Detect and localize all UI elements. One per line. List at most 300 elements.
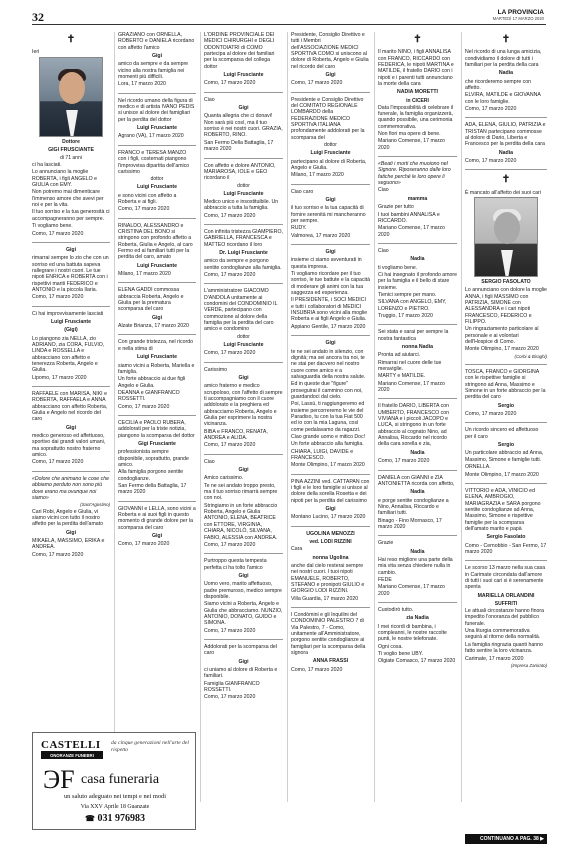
notice-divider	[291, 92, 370, 93]
notice	[291, 479, 370, 521]
notice-text: Non potremo mai dimenticare l'immenso amore che avevi per noi e per la vita.	[32, 189, 104, 209]
notice-name: Gigi	[325, 340, 336, 347]
notice-text: RINALDO, ALESSANDRO e CRISTINA DEL BONO si stringono con profondo affetto a Roberta, Giulia e Angelo, al caro Fermo ed ai familiari tutti per la perdita del caro, amato	[118, 222, 193, 261]
notice-text: ci ha lasciati.	[32, 162, 62, 169]
notice-divider	[378, 535, 457, 536]
page-header	[0, 0, 580, 24]
notice-place-date: Lora, 17 marzo 2020	[118, 81, 166, 88]
notice-text: Cari Robi, Angelo e Giulia, vi siamo vicini con tutto il nostro affetto per la perdita dell'amato	[32, 508, 103, 528]
notice-quote: «Dolore che animano le cose che abbiamo perduto non sono più dove erano ma ovunque noi siamo»	[32, 475, 109, 501]
notice-name: (Gigi)	[64, 327, 78, 334]
notice-place-date: Villa Guardia, 17 marzo 2020	[291, 595, 359, 602]
notice-name: Sergio	[497, 402, 515, 409]
notice-divider	[378, 324, 457, 325]
notice-name: Luigi Frusciante	[223, 341, 264, 348]
portrait-photo	[474, 197, 538, 277]
notice-text: Ciao grande uomo e mitico Doc!	[291, 433, 366, 440]
notice-divider	[378, 243, 457, 244]
notice-text: Nel ricordo umano della figura di medico e di artista IVANO PEDIS si unisce al dolore dei famigliari per la perdita del dottor	[118, 97, 195, 123]
notice-text: Un ringraziamento particolare al personale e ai volontari dell'Hospice di Como.	[465, 326, 539, 345]
notice-text: Ciao	[204, 458, 215, 465]
notice	[118, 32, 196, 88]
notice-text: Lo piangono zia NELLA, zio ADRIANO, zia CORA, FULVIO, LINDA e ROSSELLA e abbracciano con affetto e tenerezza Roberta, Angelo e Giulia.	[32, 335, 105, 374]
notice	[118, 506, 196, 548]
notice-divider	[118, 334, 196, 335]
notice	[32, 391, 110, 466]
notice-text: Carissimo	[204, 366, 228, 373]
notice-divider	[378, 602, 457, 603]
notice-subname: in CICERI	[406, 97, 429, 104]
notice	[118, 150, 196, 213]
notice-name: Luigi Frusciante	[136, 184, 178, 191]
notice-place-date: Monte Olimpino, 17 marzo 2020	[291, 462, 365, 469]
notice-divider	[204, 224, 283, 225]
notice	[465, 427, 547, 477]
notice	[118, 98, 196, 140]
notice-place-date: Monte Olimpino, 17 marzo 2020	[465, 346, 539, 353]
notice-name: Gigi	[65, 529, 77, 536]
notice-name: Luigi Frusciante	[136, 262, 178, 269]
ad-tagline: da cinque generazioni nell'arte del rispetto	[111, 740, 189, 753]
notice-name: Gigi	[238, 374, 249, 381]
notice-divider	[378, 398, 457, 399]
notice-text: rimarrai sempre lo zio che con un sorriso ed una battuta sapeva rallegrare i nostri cuori. Le tue nipoti ENRICA e ROBERTA con i rispettivi mariti FEDERICO e ANTONIO e la piccola Ilaria.	[32, 255, 109, 293]
notice	[291, 249, 370, 330]
cross-icon: ✝	[66, 34, 76, 45]
notice	[465, 34, 547, 112]
notice-place-date: Mariano Comense, 17 marzo 2020	[378, 584, 445, 597]
notice	[32, 247, 110, 301]
notice-nadia-moretti	[378, 34, 457, 151]
notice-place-date: Montano Lucino, 17 marzo 2020	[291, 514, 366, 521]
notice-divider	[118, 93, 196, 94]
notice-text: Tienici sempre per mano.	[378, 291, 437, 298]
ad-brand: CASTELLI	[41, 739, 101, 751]
notice	[204, 367, 283, 449]
photo-caption: Dottore	[62, 138, 80, 145]
notice-text: Addolorati per la scomparsa del caro	[204, 643, 277, 657]
notice-text: Ciao	[378, 187, 389, 194]
notice-place-date: San Fermo della Battaglia, 17 marzo 2020	[118, 483, 187, 496]
notice-place-date: Como, 17 marzo 2020	[32, 459, 84, 466]
notice-text: Non fiori ma opere di bene.	[378, 131, 441, 138]
notice-signature: MIKAELA, MASSIMO, ERIKA e ANDREA.	[32, 537, 105, 551]
notice-name: Gigi	[238, 105, 249, 112]
column-6	[465, 32, 547, 830]
notice-text: RAFFAELE con MARISA, NIKI e ROBERTA, RAFFAELA e ANNA abbracciano con affetto Roberta, Giulia e Angelo nel ricordo del caro	[32, 391, 108, 423]
notice-text: DANIELA con GIANNI e ZIA ANTONIETTA ricorda con affetto,	[378, 474, 455, 487]
notice-name: Gigi	[325, 72, 336, 79]
notice-text: Presidente, Consiglio Direttivo e tutti i Membri dell'ASSOCIAZIONE MEDICI SPORTIVA COMO si uniscono al dolore di Roberta, Angelo e Giulia nel ricordo del caro	[291, 32, 369, 70]
notice-sergio-fasolato	[465, 174, 547, 359]
notice-text: Lo annunciano con dolore la moglie ANNA, i figli MASSIMO con PATRIZIA, SIMONE con ALESSANDRA e i cari nipoti FRANCESCO, FEDERICO e FILIPPO.	[465, 287, 547, 325]
column-2	[118, 32, 196, 724]
notice-name: Sergio	[497, 442, 515, 449]
notice-text: amico fraterno e medico scrupoloso, con l'affetto di sempre ti accompagniamo con il cuore addolorato e la preghiera ed abbracciamo Roberta, Angelo e Giulia per esprimere la nostra vicinanza.	[204, 383, 283, 428]
notice-place-date: Como, 17 marzo 2020	[204, 442, 256, 449]
notice-place-date: Como, 17 marzo 2020	[465, 158, 517, 164]
notice-text: amico da sempre e da sempre vicino alla nostra famiglia nei momenti più difficili.	[118, 61, 189, 81]
notice-divider	[465, 364, 547, 365]
notice-place-date: Alzate Brianza, 17 marzo 2020	[118, 323, 189, 330]
notice-text: Ogni cosa.	[378, 643, 403, 650]
notice-intro: Ieri	[32, 49, 40, 56]
notice-name: Gigi	[65, 424, 77, 431]
notice	[378, 540, 457, 597]
notice	[204, 163, 283, 220]
notice-text: Stringiamo in un forte abbraccio Roberta, Angelo e Giulia ANTONIO, ELENA, BEATRICE con ETTORE, VIRGINIA, CHIARA, NICOLÒ, SILVANA, FABIO, ALESSIA con ANDREA.	[204, 502, 278, 541]
notice-text: il tuo sorriso e la tua capacità di fornire serenità mi mancheranno per sempre.	[291, 205, 366, 224]
deceased-name: GIGI FRUSCIANTE	[48, 146, 94, 153]
notice-divider	[204, 283, 283, 284]
notice-signature: CHIARA, LUIGI, DAVIDE e FRANCESCO.	[291, 448, 354, 461]
notice-text: GIOVANNI e LELLA, sono vicini a Roberta e ai suoi figli in questo momento di grande dolore per la scomparsa del caro	[118, 505, 196, 531]
notice-text: L'ORDINE PROVINCIALE DEI MEDICI CHIRURGHI e DEGLI ODONTOIATRI di COMO partecipa al dolore dei familiari per la scomparsa del collega dottor	[204, 32, 275, 70]
notice-place-date: Olgiate Comasco, 17 marzo 2020	[378, 658, 456, 665]
ad-motto: un saluto adeguato nei tempi e nei modi	[63, 793, 167, 800]
notice-text: CECILIA e PAOLO RUBERA, addolorati per la triste notizia, piangono la scomparsa del dottor	[118, 419, 195, 439]
notice-text: Presidente e Consiglio Direttivo del COMITATO REGIONALE LOMBARDO della FEDERAZIONE MEDICO SPORTIVA ITALIANA profondamente addolorati per la scomparsa del	[291, 96, 365, 141]
notice-divider	[32, 242, 110, 243]
notice	[291, 340, 370, 469]
notice-name: Nadia	[410, 489, 425, 496]
notice	[291, 531, 370, 602]
funeral-home-advertisement	[32, 732, 196, 830]
deceased-name: NADIA MORETTI	[396, 89, 439, 96]
notice-text: e porge sentite condoglianze a Nino, Annalisa, Riccardo e familiari tutti.	[378, 497, 449, 517]
deceased-name: MARIELLA ORLANDINI	[477, 592, 535, 599]
notice-title: dottor	[324, 142, 337, 149]
notice-name: zia Nadia	[406, 615, 429, 622]
notice-text: Una liturgia commemorativa seguirà al ritorno della normalità.	[465, 628, 541, 641]
notice-signature: FEDE	[378, 576, 392, 583]
notice-text: Le attuali circostanze hanno finora impedito l'onoranza del pubblico funerale.	[465, 608, 545, 627]
notice	[291, 97, 370, 179]
notice-signature: Famiglia GIANFRANCO ROSSETTI.	[204, 680, 260, 694]
notice	[291, 612, 370, 673]
notice-text: che ricorderemo sempre con affetto.	[465, 78, 532, 91]
notice-divider	[118, 218, 196, 219]
notice-text: Un ricordo sincero ed affettuoso per il caro	[465, 427, 539, 440]
notice-text: È mancato all'affetto dei suoi cari	[465, 189, 541, 196]
notice-text: Ciao caro	[291, 188, 314, 195]
notice-text: anche dal cielo resterai sempre nei nostri cuori. I tuoi nipoti EMANUELE, ROBERTO, STEFANO e pronipoti GIULIO e GIORGIO LODI RIZZINI.	[291, 562, 365, 595]
notice-text: Te ne sei andato troppo presto, ma il tuo sorriso rimarrà sempre con noi.	[204, 482, 278, 502]
notice-text: Rimarrai nel cuore delle tue meraviglie.	[378, 359, 442, 373]
notice-name: Nadia	[410, 548, 425, 555]
notice-text: Data l'impossibilità di celebrare il funerale, la famiglia organizzerà, quando possibile, una cerimonia commemorativa.	[378, 104, 454, 130]
column-divider	[374, 32, 375, 802]
notice-name: UGOLINA MENOZZI	[306, 530, 355, 537]
notice-name: nonna Ugolina	[312, 554, 349, 561]
notice-text: GRAZIANO con ORNELLA, ROBERTO e DANIELA ricordano con affetto l'amico	[118, 32, 195, 51]
notice-place-date: Appiano Gentile, 17 marzo 2020	[291, 323, 366, 330]
notice-place-date: Mariano Comense, 17 marzo 2020	[378, 225, 445, 238]
notice-text: ELVIRA, MATILDE e GIOVANNA con le loro famiglie.	[465, 92, 541, 105]
notice-name: Gigi	[325, 249, 336, 256]
notice	[204, 97, 283, 153]
notice-name: ANNA FRASSI	[312, 658, 349, 665]
notice-text: Amico carissimo.	[204, 475, 244, 482]
notice-place-date: Como, 17 marzo 2020	[118, 403, 170, 410]
notice-divider	[291, 184, 370, 185]
publication-date: MARTEDÌ 17 MARZO 2020	[492, 16, 544, 21]
notice-signature: RUDY.	[291, 225, 307, 232]
notice-divider	[32, 386, 110, 387]
notice-divider	[465, 560, 547, 561]
funeral-agency-credit: (Impresa Zanirato)	[510, 662, 547, 668]
notice-place-date: Mariano Comense, 17 marzo 2020	[378, 138, 445, 151]
notice-text: Con grande tristezza, nel ricordo e nella stima di	[118, 339, 193, 352]
notice-divider	[204, 362, 283, 363]
column-divider	[200, 32, 201, 802]
notice-text: Medico unico e insostituibile. Un abbraccio a tutta la famiglia.	[204, 198, 279, 212]
column-divider	[114, 32, 115, 802]
notice-text: Ci hai insegnato il profondo amore per la famiglia e il bello di stare insieme.	[378, 271, 457, 291]
column-divider	[287, 32, 288, 802]
notice-place-date: Milano, 17 marzo 2020	[291, 172, 344, 179]
deceased-age: di 71 anni	[60, 154, 82, 161]
notice-place-date: Como, 17 marzo 2020	[291, 666, 343, 673]
notice-name: Nadia	[410, 256, 425, 263]
portrait-photo	[39, 57, 103, 137]
notice-text: Ti voglio bene UBY.	[378, 651, 423, 658]
notice	[32, 476, 110, 558]
notice	[378, 403, 457, 464]
notice-name: Nadia	[498, 70, 514, 77]
notice-subname: SUFFRITI	[494, 601, 518, 607]
notice-place-date: Como, 17 marzo 2020	[291, 80, 343, 87]
notice-divider	[291, 526, 370, 527]
notice-text: Il marito NINO, i figli ANNALISA con FRANCO, RICCARDO con FEDERICA, le nipoti MARTINA e MATILDE, il fratello DARIO con i nipoti e i parenti tutti annunciano la morte della cara	[378, 49, 454, 87]
notice-name: Gigi Frusciante	[138, 440, 176, 447]
notice-text: Nel ricordo di una lunga amicizia, condividiamo il dolore di tutti i familiari per la perdita della cara	[465, 49, 542, 68]
notice-text: Un particolare abbraccio ad Anna, Massimo, Simone e famiglie tutti.	[465, 450, 544, 463]
notice-text: Lo annunciano la moglie ROBERTA, i figli ANGELO e GIULIA con EMY.	[32, 169, 97, 189]
notice-name: Gigi	[238, 467, 249, 474]
notice-text: La famiglia ringrazia quanti hanno fatto sentire la loro vicinanza.	[465, 641, 543, 655]
notice-text: Grazie per tutto	[378, 204, 414, 211]
notice-name: Gigi	[151, 314, 163, 321]
notice-divider	[291, 474, 370, 475]
notice	[118, 339, 196, 409]
notice-text: Con affetto e dolore ANTONIO, MARIAROSA, IOLE e GEO ricordano il	[204, 162, 276, 182]
notice-name: Dr. Luigi Frusciante	[219, 250, 268, 257]
notice-place-date: San Fermo Della Battaglia, 17 marzo 2020	[204, 139, 274, 153]
notice-divider	[291, 607, 370, 608]
notice-divider	[204, 639, 283, 640]
notice-name: Luigi Frusciante	[136, 354, 178, 361]
notice-text: amico da sempre e porgono sentite condoglianze alla famiglia.	[204, 258, 282, 271]
notice-place-date: Agrano (VA), 17 marzo 2020	[118, 133, 184, 140]
cross-icon: ✝	[501, 174, 511, 186]
notice-name: Sergio Fasolato	[486, 534, 526, 541]
notice-gigi-frusciante	[32, 34, 110, 237]
notice-text: Con infinita tristezza GIAMPIERO, GABRIELLA, FRANCESCA e MATTEO ricordano il loro	[204, 229, 283, 248]
notice-name: Gigi	[151, 53, 163, 60]
ad-casa-funeraria: casa funeraria	[81, 772, 160, 787]
notice-divider	[465, 117, 547, 118]
notice	[378, 248, 457, 319]
notice	[291, 189, 370, 239]
notice-place-date: Como, 17 marzo 2020	[204, 627, 256, 634]
notice-text: Le scorso 13 marzo nella sua casa in Carimate circondata dall'amore di tutti i suoi cari si è serenamente spenta	[465, 565, 546, 591]
notice	[465, 369, 547, 417]
notice-place-date: Como, 17 marzo 2020	[204, 350, 256, 357]
notice-text: Sei stata e sarai per sempre la nostra fantastica	[378, 329, 449, 342]
notice-place-date: Como, 17 marzo 2020	[32, 551, 84, 558]
notice-name: Luigi Frusciante	[50, 318, 92, 325]
notice	[204, 288, 283, 356]
funeral-agency-credit: (Corbi & Biraghi)	[514, 353, 547, 359]
notice-title: dottor	[150, 176, 164, 183]
notice-text: I Condòmini e gli Inquilini del CONDOMINIO PALESTRO 7 di Via Palestro, 7 - Como, unitamente all'Amministratore, porgono sentite condoglianze ai famigliari per la scomparsa della signora	[291, 611, 366, 656]
ad-address: Via XXV Aprile 18 Guanzate	[80, 804, 150, 810]
notice-place-date: Como, 17 marzo 2020	[32, 230, 84, 237]
notice-text: te ne sei andato in silenzio, con dignità; ma sei ancora tra noi, te ne stai per dacvero nel nostro cuore come amico e a salvaguardia della nostra salute.	[291, 348, 366, 380]
notice-place-date: Valmorea, 17 marzo 2020	[291, 232, 351, 239]
notice	[378, 161, 457, 238]
notice-text: Quanta allegria che ci donavi! Non sarà più così, ma il tuo sorriso è nei nostri cuori. GRAZIA, ROBERTO, RINO.	[204, 113, 283, 139]
notice-name: Gigi	[325, 196, 336, 203]
notice-name: Nadia	[498, 149, 514, 156]
notice-text: Ti vogliamo bene.	[32, 223, 73, 230]
notice-text: Custodirò tutto.	[378, 607, 414, 613]
notice	[204, 32, 283, 87]
notice-divider	[204, 553, 283, 554]
notice-text: Il fratello DARIO, LIBERTA con UMBERTO, FRANCESCO con VIVIANA e i piccoli JACOPO e LUCA, si stringono in un forte abbraccio al cognato Nino, ad Annalisa, Riccardo nel ricordo della cara sorella e zia,	[378, 403, 450, 448]
notice	[118, 420, 196, 496]
notice-text: I tuoi bambini ANNALISA e RICCARDO.	[378, 211, 440, 224]
notice-place-date: Como, 17 marzo 2020	[204, 694, 256, 701]
notice-title: dottor	[237, 333, 250, 340]
notice	[291, 32, 370, 87]
publication-name: LA PROVINCIA	[497, 9, 544, 16]
notice-divider	[465, 483, 547, 484]
notice-name: Gigi	[65, 246, 77, 253]
notice	[378, 607, 457, 665]
notice-text: Hai reso migliore una parte della mia vita senza chiedere nulla in cambio.	[378, 556, 453, 576]
page-number: 32	[32, 10, 44, 24]
cross-icon: ✝	[413, 34, 422, 45]
notice-text: I mei ricordi di bambina, i compleanni, le nostre raccolte punti, le nostre telefonate.	[378, 623, 447, 643]
notice	[465, 488, 547, 555]
notice-divider	[465, 169, 547, 170]
column-4	[291, 32, 370, 837]
ad-phone-number: 031 976983	[97, 813, 145, 824]
notice-text: VITTORIO e ADA, VINICIO ed ELENA, AMBROGIO, MARIAGRAZIA e SARA porgono sentite condoglianze ad Anna, Massimo, Simone e rispettive famiglie per la scomparsa dell'amato marito e papà	[465, 487, 541, 532]
notice	[118, 287, 196, 329]
notice-divider	[291, 244, 370, 245]
notice-text: Ciao	[378, 247, 389, 254]
notice-divider	[465, 422, 547, 423]
notice-text: Poi, Lassù, ti raggiungeremo ed insieme percorreremo le vie del Paradiso, tu con la tua Fiat 500 ed io con la mia Laguna, così come pedalavamo da ragazzi.	[291, 401, 365, 433]
notice-text: PINA AZZINI ved. CATTAPAN con i figli e le loro famiglie si unisce al dolore della sorella Rosetta e dei nipoti per la perdita del carissimo	[291, 478, 370, 504]
notice-divider	[118, 282, 196, 283]
notice-name: Nadia	[410, 449, 425, 456]
notice-name: Luigi Frusciante	[223, 190, 264, 197]
notice-text: FRANCO e TERESA MANZO con i figli, costernati piangono l'improvvisa dipartita dell'amico carissimo	[118, 149, 190, 175]
notice-text: e sono vicini con affetto a Roberta e ai figli.	[118, 192, 177, 205]
notice-text: partecipano al dolore di Roberta, Angelo e Giulia.	[291, 158, 367, 171]
header-rule	[32, 24, 546, 25]
notice-place-date: Como, 17 marzo 2020	[204, 212, 256, 219]
notice-text: Ciao	[204, 96, 215, 103]
ad-phone	[39, 813, 191, 825]
notice-text: Un forte abbraccio alla famiglia.	[291, 441, 364, 448]
notice-name: mamma	[407, 195, 428, 202]
notice-place-date: Binago - Fino Mornasco, 17 marzo 2020	[378, 517, 442, 530]
notice-place-date: Como, 17 marzo 2020	[204, 541, 256, 548]
notice-place-date: Truggio, 17 marzo 2020	[378, 312, 433, 319]
notice-place-date: Como, 17 marzo 2020	[118, 541, 170, 548]
notice-title: dottor	[237, 182, 250, 189]
notice-place-date: Como, 17 marzo 2020	[118, 206, 170, 213]
notice	[32, 311, 110, 381]
column-divider	[461, 32, 462, 802]
notice-quote: «Beati i morti che muoiono nel Signore. Riposeranno dalle loro fatiche perché le loro opere li seguono»	[378, 161, 451, 187]
notice-signature: ORNELLA.	[465, 464, 491, 471]
cross-icon: ✝	[501, 34, 511, 45]
notice-text: Il tuo sorriso e la tua generosità ci accompagneranno per sempre.	[32, 209, 110, 222]
notice-text: L'amministratore GIACOMO D'ANDOLA unitamente ai condomini del CONDOMINIO IL VERDE, partecipano con commozione al dolore della famiglia per la perdita del caro amico e condomino	[204, 288, 278, 333]
notice-divider	[118, 415, 196, 416]
notice-text: Uomo vero, marito affettuoso, padre premuroso, medico sempre disponibile.	[204, 581, 282, 600]
notice	[204, 459, 283, 548]
notice-signature: BIBA e FRANCO, RENATA, ANDREA e ALIDA.	[204, 428, 268, 442]
notice-signature: MARTY e MATILDE.	[378, 373, 426, 380]
notice-subname: ved. LODI RIZZINI	[309, 539, 352, 546]
column-3	[204, 32, 283, 837]
notice-text: Cara	[291, 546, 303, 553]
notice-text: ADA, ELENA, GIULIO, PATRIZIA e TRISTAN partecipano commosse al dolore di Dario, Liberta e Francesco per la perdita della cara	[465, 122, 546, 148]
notice-text: ti vogliamo bene.	[378, 264, 418, 271]
notice-text: Siamo vicini a Roberta, Angelo e Giulia che abbracciamo. NUNZIO, ANTONIO, DONATO, GUIDO e SIMONA.	[204, 601, 283, 627]
notice-text: Un forte abbraccio ai due figli Angelo e Giulia.	[118, 376, 186, 389]
notice-text: ci uniamo al dolore di Roberta e familiari.	[204, 667, 278, 680]
column-5	[378, 32, 457, 837]
continue-link[interactable]: CONTINUANO A PAG. 38 ▶	[465, 834, 547, 844]
notice-text: Alla famiglia porgono sentite condoglianze.	[118, 469, 184, 482]
notice-divider	[204, 454, 283, 455]
notice-text: professionista sempre disponibile, soprattutto, grande amico.	[118, 449, 189, 468]
ad-logo: ЭF	[43, 765, 75, 794]
notice-place-date: Monte Olimpino, 17 marzo 2020	[465, 471, 539, 478]
notice-place-date: Como, 17 marzo 2020	[204, 80, 256, 87]
notice-divider	[291, 335, 370, 336]
deceased-name: SERGIO FASOLATO	[481, 278, 531, 285]
notice	[204, 644, 283, 701]
notice-text: insieme ci siamo avventurati in questa impresa.	[291, 257, 362, 270]
notice-name: Luigi Frusciante	[223, 72, 264, 79]
notice-text: ELENA GADDI commossa abbraccia Roberta, Angelo e Giulia per la prematura scomparsa del caro	[118, 287, 184, 313]
notice-place-date: Como, 17 marzo 2020	[465, 411, 517, 418]
notice-divider	[378, 156, 457, 157]
notice-signature: SILVANA con ANGELO, EMY, LORENZO e PIETRO.	[378, 299, 447, 312]
notice-text: siamo vicini a Roberta, Mariella e famiglia.	[118, 362, 195, 375]
notice	[378, 329, 457, 393]
notice-divider	[204, 92, 283, 93]
notice-place-date: Lipomo, 17 marzo 2020	[32, 374, 87, 381]
notice-place-date: Como, 17 marzo 2020	[465, 105, 517, 112]
notice	[204, 229, 283, 278]
notice	[378, 475, 457, 531]
ad-subtitle: ONORANZE FUNEBRI	[41, 751, 103, 759]
notice	[465, 122, 547, 164]
notice-divider	[32, 471, 110, 472]
notice-text: medico generoso ed affettuoso, sportivo dai grandi valori umani, ma soprattutto nostro fraterno amico.	[32, 433, 106, 459]
notice-place-date: Milano, 17 marzo 2020	[118, 271, 171, 278]
